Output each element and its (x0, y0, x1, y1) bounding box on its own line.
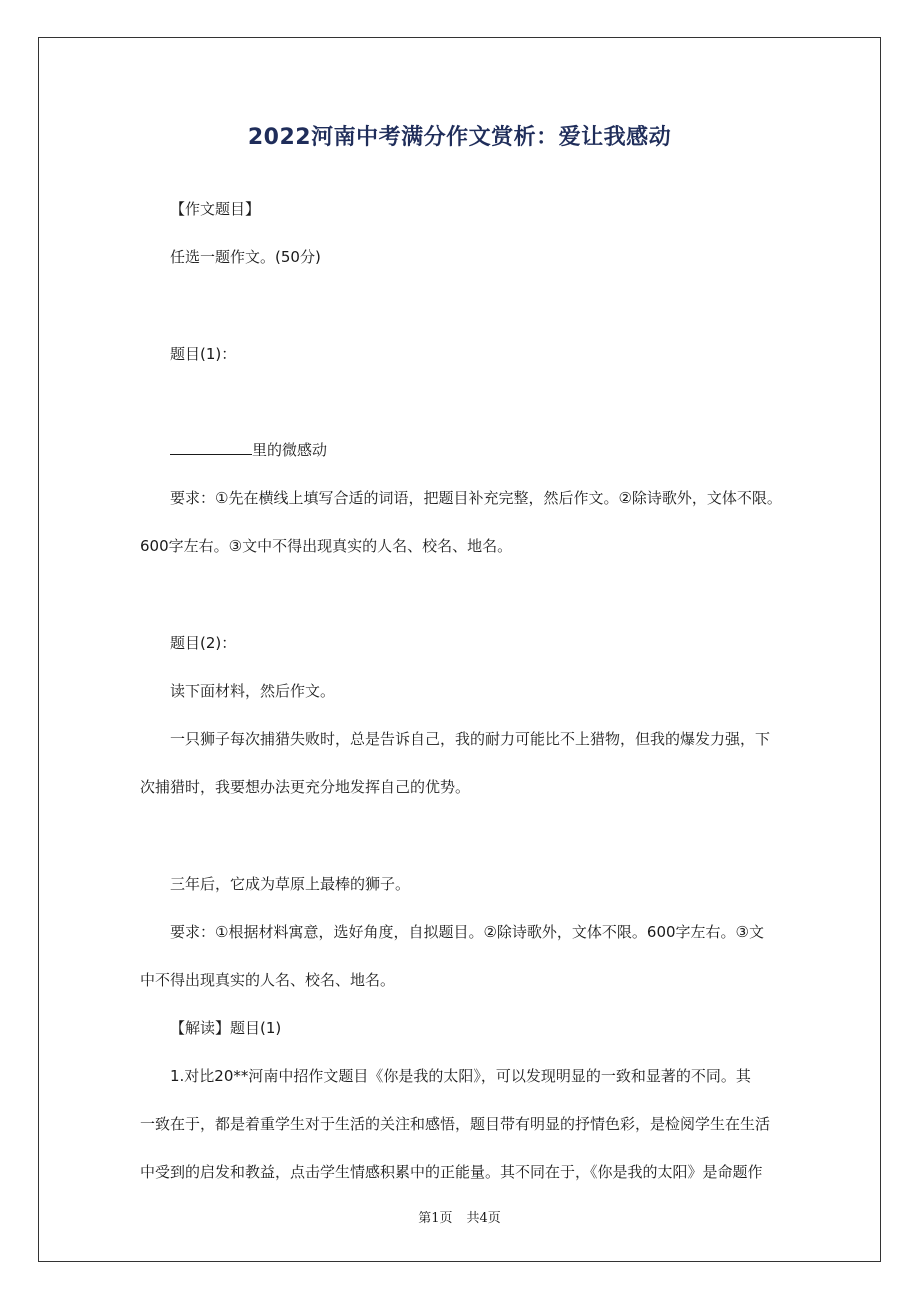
topic-1-title-text: 里的微感动 (252, 441, 328, 459)
paragraph: 次捕猎时，我要想办法更充分地发挥自己的优势。 (140, 778, 471, 796)
topic-1-heading: 题目(1)： (170, 345, 237, 363)
paragraph: 一致在于，都是着重学生对于生活的关注和感悟，题目带有明显的抒情色彩，是检阅学生在生活 (140, 1115, 771, 1133)
page-total: 共4页 (466, 1211, 501, 1226)
page-number: 第1页 (418, 1211, 453, 1226)
fill-in-blank (170, 440, 252, 455)
paragraph: 1.对比20**河南中招作文题目《你是我的太阳》，可以发现明显的一致和显著的不同。其 (170, 1067, 751, 1085)
paragraph: 中不得出现真实的人名、校名、地名。 (140, 971, 396, 989)
page-footer (38, 1207, 881, 1226)
paragraph: 一只狮子每次捕猎失败时，总是告诉自己，我的耐力可能比不上猎物，但我的爆发力强，下 (170, 730, 771, 748)
topic-2-heading: 题目(2)： (170, 634, 237, 652)
paragraph: 读下面材料，然后作文。 (170, 682, 336, 700)
paragraph: 三年后，它成为草原上最棒的狮子。 (170, 875, 411, 893)
document-title: 2022河南中考满分作文赏析：爱让我感动 (247, 125, 672, 150)
section-heading-analysis: 【解读】题目(1) (170, 1019, 282, 1037)
paragraph: 600字左右。③文中不得出现真实的人名、校名、地名。 (140, 537, 513, 555)
paragraph: 中受到的启发和教益，点击学生情感积累中的正能量。其不同在于，《你是我的太阳》是命题作 (140, 1163, 763, 1181)
paragraph: 要求：①先在横线上填写合适的词语，把题目补充完整，然后作文。②除诗歌外，文体不限。 (170, 489, 782, 507)
topic-1-title (170, 440, 327, 460)
section-heading-prompt: 【作文题目】 (170, 200, 261, 218)
paragraph: 要求：①根据材料寓意，选好角度，自拟题目。②除诗歌外，文体不限。600字左右。③文 (170, 923, 764, 941)
paragraph: 任选一题作文。(50分) (170, 248, 321, 266)
